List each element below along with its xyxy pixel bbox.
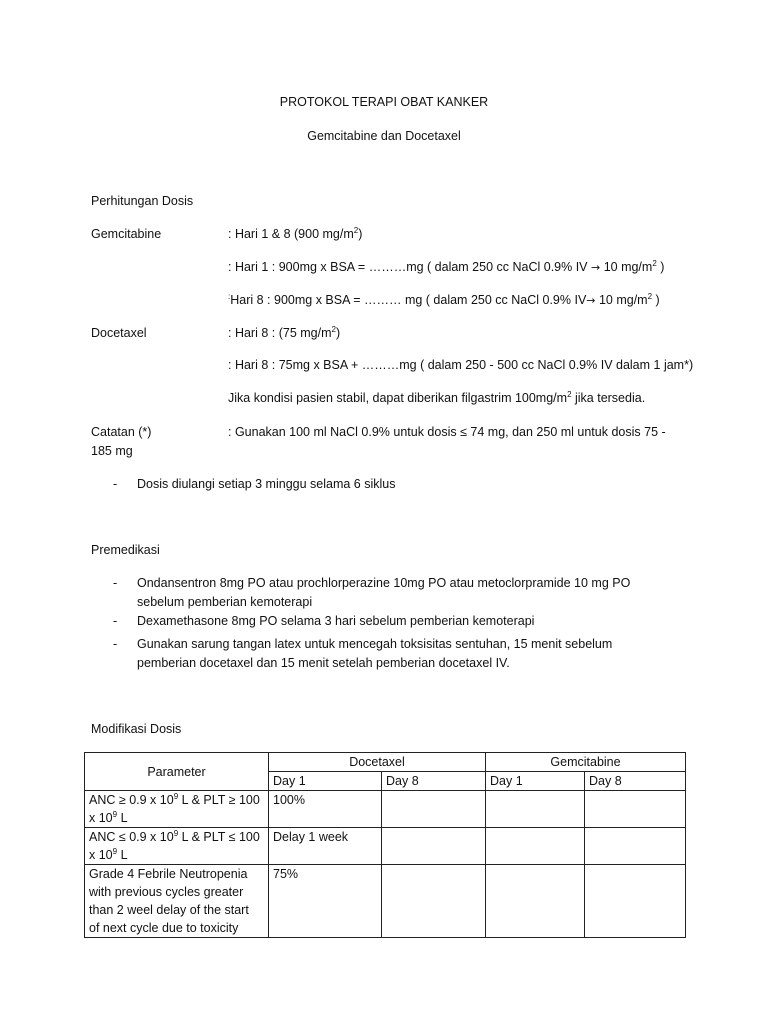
list-bullet: -	[113, 614, 118, 628]
table-row	[85, 865, 686, 938]
premedication-item: Ondansentron 8mg PO atau prochlorperazine 10mg PO atau metoclorpramide 10 mg PO	[137, 576, 631, 590]
gemcitabine-day8-cell	[585, 828, 686, 865]
list-bullet: -	[113, 637, 118, 651]
gemcitabine-day8-cell	[585, 791, 686, 828]
docetaxel-day1-cell: Delay 1 week	[269, 828, 382, 865]
gemcitabine-day8-cell	[585, 865, 686, 938]
gemcitabine-schedule: : Hari 1 & 8 (900 $mg/m^2$)	[228, 226, 363, 241]
arrow-right-icon: →	[586, 294, 596, 307]
section-heading-premedikasi: Premedikasi	[91, 543, 160, 557]
catatan-label: Catatan (*)	[91, 425, 152, 439]
list-bullet: -	[113, 576, 118, 590]
premedication-item-continuation: sebelum pemberian kemoterapi	[137, 595, 313, 609]
docetaxel-day1-cell: 100%	[269, 791, 382, 828]
catatan-continuation: 185 mg	[91, 444, 133, 458]
header-parameter: Parameter	[85, 753, 269, 791]
table-row	[85, 791, 686, 828]
page-subtitle: Gemcitabine dan Docetaxel	[307, 129, 461, 143]
filgrastim-note: Jika kondisi pasien stabil, dapat diberikan filgastrim $100mg/m^2$ jika tersedia.	[228, 390, 646, 405]
gemcitabine-day8-dose: :Hari 8 : 900mg x BSA = ……… mg ( dalam 250 cc NaCl 0.9% IV→ 10 $mg/m^2$ )	[228, 292, 660, 307]
drug-label-gemcitabine: Gemcitabine	[91, 227, 162, 241]
gemcitabine-day1-dose: : Hari 1 : 900mg x BSA = ………mg ( dalam 250 cc NaCl 0.9% IV → 10 $mg/m^2$ )	[228, 259, 665, 274]
table-header-row	[85, 753, 686, 772]
docetaxel-day1-cell: 75%	[269, 865, 382, 938]
premedication-item: Dexamethasone 8mg PO selama 3 hari sebelum pemberian kemoterapi	[137, 614, 535, 628]
header-docetaxel: Docetaxel	[269, 753, 486, 772]
parameter-cell: ANC ≥ 0.9 x $10^9$ L & PLT ≥ 100 x $10^9$ L	[85, 791, 269, 828]
docetaxel-day8-cell	[382, 865, 486, 938]
arrow-right-icon: →	[591, 261, 601, 274]
header-docetaxel-day1: Day 1	[269, 772, 382, 791]
gemcitabine-day1-cell	[486, 828, 585, 865]
gemcitabine-day1-cell	[486, 791, 585, 828]
parameter-cell: ANC ≤ 0.9 x $10^9$ L & PLT ≤ 100 x $10^9$ L	[85, 828, 269, 865]
list-bullet: -	[113, 477, 118, 491]
section-heading-perhitungan: Perhitungan Dosis	[91, 194, 194, 208]
table-row	[85, 828, 686, 865]
docetaxel-day8-cell	[382, 791, 486, 828]
header-gemcitabine: Gemcitabine	[486, 753, 686, 772]
header-docetaxel-day8: Day 8	[382, 772, 486, 791]
section-heading-modifikasi: Modifikasi Dosis	[91, 722, 182, 736]
docetaxel-day8-dose: : Hari 8 : 75mg x BSA + ………mg ( dalam 250 - 500 cc NaCl 0.9% IV dalam 1 jam*)	[228, 358, 694, 372]
docetaxel-schedule: : Hari 8 : (75 $mg/m^2$)	[228, 325, 341, 340]
catatan-text: : Gunakan 100 ml NaCl 0.9% untuk dosis ≤ 74 mg, dan 250 ml untuk dosis 75 -	[228, 425, 666, 439]
cycle-repeat-note: Dosis diulangi setiap 3 minggu selama 6 siklus	[137, 477, 396, 491]
premedication-item-continuation: pemberian docetaxel dan 15 menit setelah pemberian docetaxel IV.	[137, 656, 510, 670]
gemcitabine-day1-cell	[486, 865, 585, 938]
header-gemcitabine-day1: Day 1	[486, 772, 585, 791]
drug-label-docetaxel: Docetaxel	[91, 326, 147, 340]
dose-modification-table	[84, 752, 686, 938]
parameter-cell: Grade 4 Febrile Neutropenia with previous cycles greater than 2 weel delay of the start of next cycle due to toxicity	[85, 865, 269, 938]
page-title: PROTOKOL TERAPI OBAT KANKER	[279, 95, 489, 109]
premedication-item: Gunakan sarung tangan latex untuk mencegah toksisitas sentuhan, 15 menit sebelum	[137, 637, 613, 651]
docetaxel-day8-cell	[382, 828, 486, 865]
header-gemcitabine-day8: Day 8	[585, 772, 686, 791]
